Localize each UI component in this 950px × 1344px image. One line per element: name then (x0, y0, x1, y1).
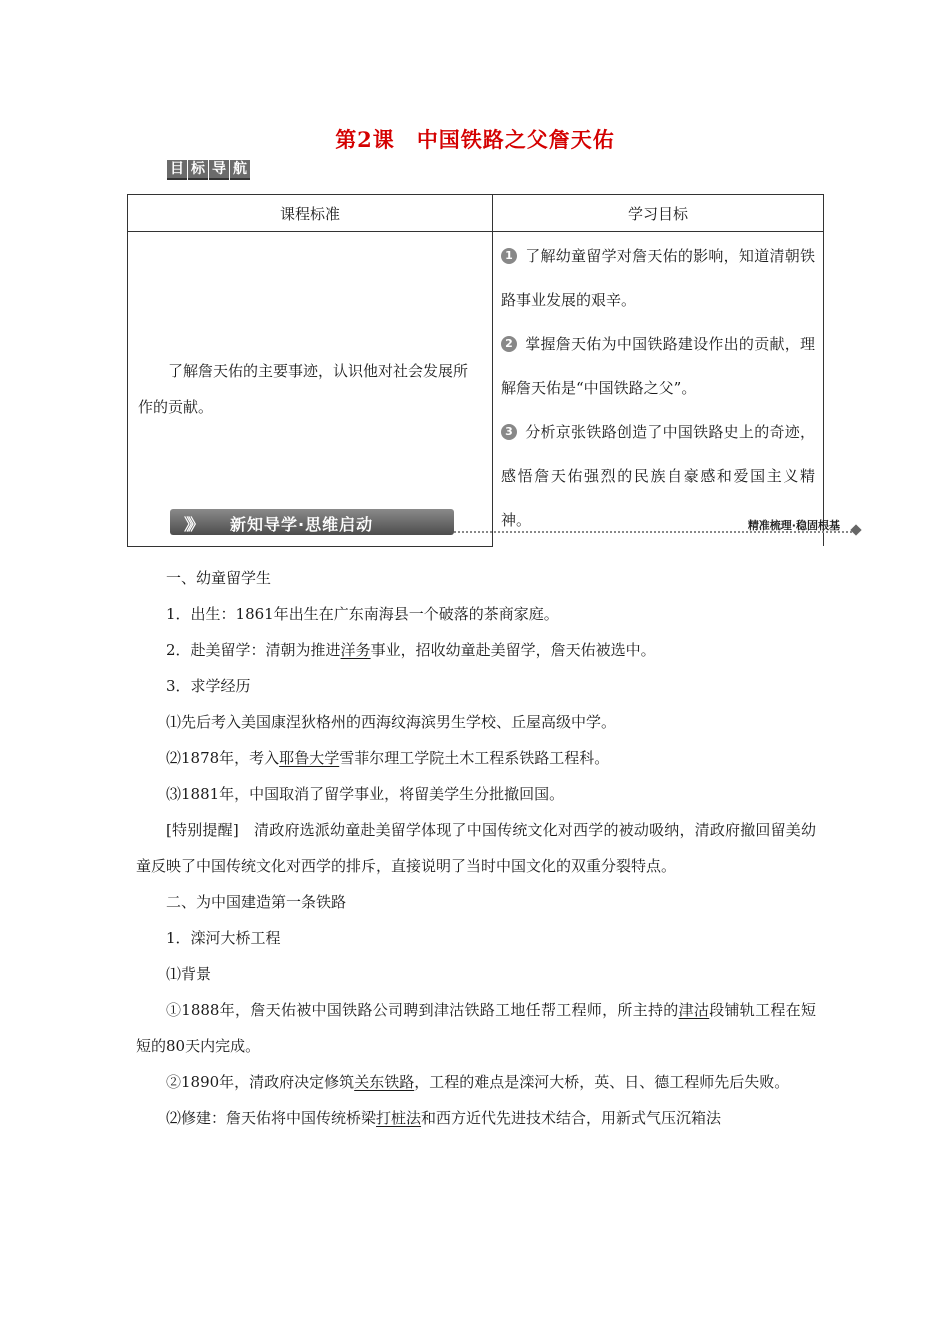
text-run: ①1888年，詹天佑被中国铁路公司聘到津沽铁路工地任帮工程师，所主持的 (166, 1001, 679, 1019)
paragraph (136, 1064, 816, 1100)
paragraph (136, 1100, 816, 1136)
underlined-term: 关东铁路 (354, 1073, 415, 1091)
paragraph: ⑴先后考入美国康涅狄格州的西海纹海滨男生学校、丘屋高级中学。 (166, 713, 617, 731)
paragraph: ⑴背景 (166, 965, 212, 983)
text-run: 2．赴美留学：清朝为推进 (166, 641, 341, 659)
goal-navigation-tag (167, 160, 250, 180)
special-reminder: [特别提醒] 清政府选派幼童赴美留学体现了中国传统文化对西学的被动吸纳，清政府撤回留美幼童反映了中国传统文化对西学的排斥，直接说明了当时中国文化的双重分裂特点。 (136, 821, 816, 875)
paragraph (136, 632, 816, 668)
objective-text: 了解幼童留学对詹天佑的影响，知道清朝铁路事业发展的艰辛。 (501, 247, 815, 309)
text-run: 事业，招收幼童赴美留学，詹天佑被选中。 (370, 641, 656, 659)
goals-table (127, 194, 824, 547)
text-run: ⑵修建：詹天佑将中国传统桥梁 (166, 1109, 377, 1127)
objective-text: 掌握詹天佑为中国铁路建设作出的贡献，理解詹天佑是“中国铁路之父”。 (501, 335, 815, 397)
learning-goals-cell (493, 232, 824, 547)
nav-tag-char: 导 (209, 160, 229, 180)
diamond-icon (850, 524, 861, 535)
text-run: ②1890年，清政府决定修筑 (166, 1073, 355, 1091)
underlined-term: 打桩法 (376, 1109, 422, 1127)
paragraph (136, 992, 816, 1064)
paragraph: 1．滦河大桥工程 (166, 929, 281, 947)
paragraph (136, 740, 816, 776)
text-run: 雪菲尔理工学院土木工程系铁路工程科。 (339, 749, 610, 767)
nav-tag-char: 航 (230, 160, 250, 180)
course-standard-cell (128, 232, 493, 547)
header-learning-goals: 学习目标 (493, 195, 824, 232)
content-body (136, 560, 816, 1136)
paragraph: 3．求学经历 (166, 677, 251, 695)
nav-tag-char: 目 (167, 160, 187, 180)
page-title (0, 124, 950, 154)
underlined-term: 耶鲁大学 (279, 749, 340, 767)
text-run: 和西方近代先进技术结合，用新式气压沉箱法 (421, 1109, 722, 1127)
double-arrow-icon: 》》 (184, 515, 201, 534)
paragraph: ⑶1881年，中国取消了留学事业，将留美学生分批撤回国。 (166, 785, 565, 803)
text-run: ⑵1878年，考入 (166, 749, 280, 767)
objective-text: 分析京张铁路创造了中国铁路史上的奇迹，感悟詹天佑强烈的民族自豪感和爱国主义精神。 (501, 423, 815, 529)
objective-item (501, 322, 815, 410)
banner-subtitle: 精准梳理·稳固根基 (747, 519, 840, 532)
paragraph: 1．出生：1861年出生在广东南海县一个破落的茶商家庭。 (166, 605, 559, 623)
objective-item (501, 234, 815, 322)
section-heading: 一、幼童留学生 (166, 569, 272, 587)
underlined-term: 洋务 (340, 641, 371, 659)
text-run: ，工程的难点是滦河大桥，英、日、德工程师先后失败。 (414, 1073, 790, 1091)
banner-label-box (170, 509, 454, 535)
lesson-number: 第2课 (335, 127, 395, 152)
banner-title: 新知导学·思维启动 (230, 515, 374, 534)
nav-tag-char: 标 (188, 160, 208, 180)
number-3-icon: 3 (501, 424, 517, 440)
underlined-term: 津沽 (678, 1001, 710, 1019)
number-2-icon: 2 (501, 336, 517, 352)
section-banner (170, 509, 860, 535)
text-run: 段铺轨工程在短短的80天内完成。 (136, 1001, 816, 1055)
section-heading: 二、为中国建造第一条铁路 (166, 893, 347, 911)
number-1-icon: 1 (501, 248, 517, 264)
header-course-standard: 课程标准 (128, 195, 493, 232)
lesson-topic: 中国铁路之父詹天佑 (416, 127, 615, 152)
course-standard-text: 了解詹天佑的主要事迹，认识他对社会发展所作的贡献。 (138, 361, 469, 416)
